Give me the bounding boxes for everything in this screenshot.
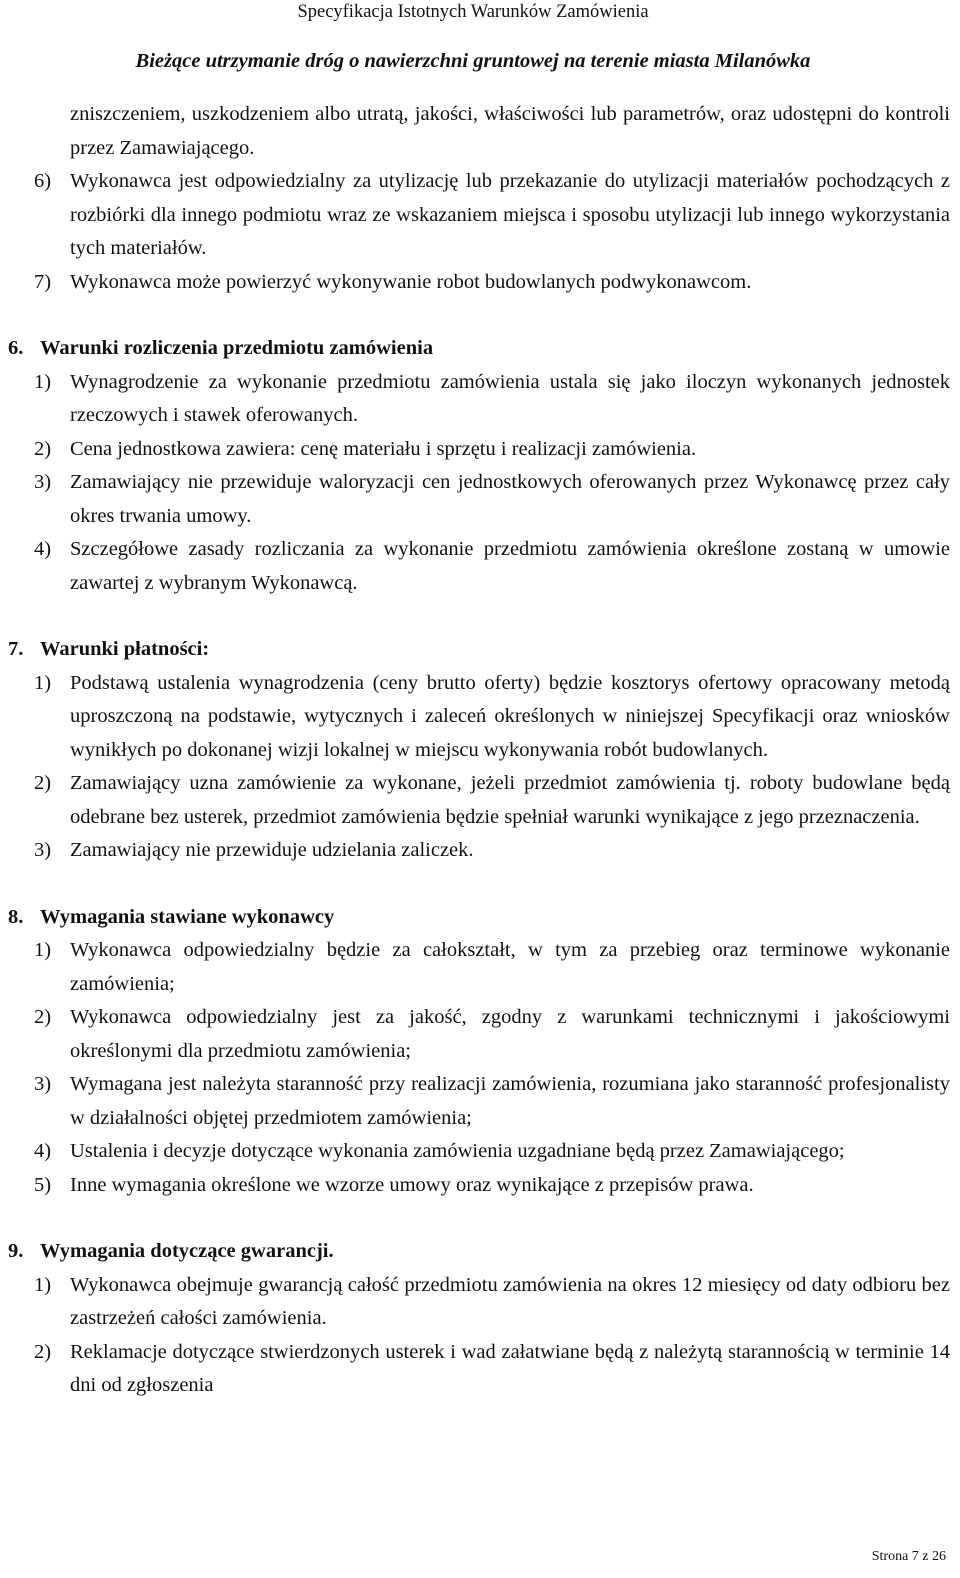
list-item-number: 4) xyxy=(34,538,52,560)
section-heading xyxy=(0,901,960,935)
list-item xyxy=(0,266,960,300)
list-item xyxy=(0,834,960,868)
list-item-text: Wykonawca odpowiedzialny jest za jakość, zgodny z warunkami technicznymi i jakościowymi określonymi dla przedmiotu zamówienia; xyxy=(70,1006,950,1062)
list-item-number: 3) xyxy=(34,471,52,493)
document-body xyxy=(0,98,960,1403)
list-item xyxy=(0,1068,960,1135)
list-item xyxy=(0,1135,960,1169)
list-item-text: Wynagrodzenie za wykonanie przedmiotu zamówienia ustala się jako iloczyn wykonanych jednostek rzeczowych i stawek oferowanych. xyxy=(70,370,950,426)
list-item-number: 7) xyxy=(34,270,52,293)
page-number: Strona 7 z 26 xyxy=(871,1549,946,1564)
section-title: Wymagania stawiane wykonawcy xyxy=(40,905,335,928)
list-item-number: 6) xyxy=(34,170,52,192)
list-item xyxy=(0,165,960,266)
list-item xyxy=(0,767,960,834)
section-number: 9. xyxy=(8,1240,24,1262)
list-item-text: Wykonawca odpowiedzialny będzie za całokształt, w tym za przebieg oraz terminowe wykonanie zamówienia; xyxy=(70,939,950,995)
list-item xyxy=(0,433,960,467)
list-item xyxy=(0,1001,960,1068)
section-number: 6. xyxy=(8,337,24,359)
list-item-text: Szczegółowe zasady rozliczania za wykonanie przedmiotu zamówienia określone zostaną w umowie zawartej z wybranym Wykonawcą. xyxy=(70,538,950,594)
list-item-text: Cena jednostkowa zawiera: cenę materiału i sprzętu i realizacji zamówienia. xyxy=(70,437,697,460)
list-item-text: Wykonawca obejmuje gwarancją całość przedmiotu zamówienia na okres 12 miesięcy od daty odbioru bez zastrzeżeń całości zamówienia. xyxy=(70,1273,950,1329)
list-item-number: 4) xyxy=(34,1140,52,1162)
list-item xyxy=(0,1269,960,1336)
list-item-text: Inne wymagania określone we wzorze umowy oraz wynikające z przepisów prawa. xyxy=(70,1173,754,1196)
list-item xyxy=(0,466,960,533)
procurement-subject: Bieżące utrzymanie dróg o nawierzchni gruntowej na terenie miasta Milanówka xyxy=(135,50,811,72)
list-item-text: Ustalenia i decyzje dotyczące wykonania zamówienia uzgadniane będą przez Zamawiającego; xyxy=(70,1140,845,1162)
list-item-number: 2) xyxy=(34,772,52,794)
list-item-number: 1) xyxy=(34,370,52,393)
list-item xyxy=(0,934,960,1001)
list-item-number: 3) xyxy=(34,839,52,861)
section-title: Wymagania dotyczące gwarancji. xyxy=(40,1240,334,1262)
list-item-number: 1) xyxy=(34,671,52,694)
section-title: Warunki płatności: xyxy=(40,638,210,660)
list-item-number: 1) xyxy=(34,1273,52,1296)
list-item-number: 5) xyxy=(34,1173,52,1196)
list-item-text: Wymagana jest należyta staranność przy realizacji zamówienia, rozumiana jako staranność profesjonalisty w działalności objętej przedmiotem zamówienia; xyxy=(70,1073,950,1129)
list-item-text: Zamawiający nie przewiduje waloryzacji cen jednostkowych oferowanych przez Wykonawcę przez cały okres trwania umowy. xyxy=(70,471,950,527)
list-item xyxy=(0,667,960,768)
list-item-text: Zamawiający uzna zamówienie za wykonane, jeżeli przedmiot zamówienia tj. roboty budowlane będą odebrane bez usterek, przedmiot zamówienia będzie spełniał warunki wynikające z jego przeznaczenia. xyxy=(70,772,950,828)
section-title: Warunki rozliczenia przedmiotu zamówienia xyxy=(40,337,434,359)
section-number: 7. xyxy=(8,638,24,660)
list-item xyxy=(0,1169,960,1203)
list-item xyxy=(0,366,960,433)
list-item-number: 1) xyxy=(34,939,52,961)
section-heading xyxy=(0,633,960,667)
list-item-text: Wykonawca może powierzyć wykonywanie robot budowlanych podwykonawcom. xyxy=(70,270,752,293)
list-item-text: Podstawą ustalenia wynagrodzenia (ceny brutto oferty) będzie kosztorys ofertowy opracowany metodą uproszczoną na podstawie, wytycznych i zaleceń określonych w niniejszej Specyfikacji oraz wniosków wynikłych po dokonanej wizji lokalnej w miejscu wykonywania robót budowlanych. xyxy=(70,671,950,761)
list-item xyxy=(0,533,960,600)
list-item-number: 2) xyxy=(34,1340,52,1363)
list-item-number: 2) xyxy=(34,437,52,460)
list-item xyxy=(0,1336,960,1403)
section-number: 8. xyxy=(8,905,24,928)
section-heading xyxy=(0,332,960,366)
list-item-text: Zamawiający nie przewiduje udzielania zaliczek. xyxy=(70,839,474,861)
list-item-number: 3) xyxy=(34,1073,52,1095)
list-item-number: 2) xyxy=(34,1006,52,1028)
document-title: Specyfikacja Istotnych Warunków Zamówienia xyxy=(297,2,649,22)
list-item-text: Wykonawca jest odpowiedzialny za utylizację lub przekazanie do utylizacji materiałów pochodzących z rozbiórki dla innego podmiotu wraz ze wskazaniem miejsca i sposobu utylizacji lub innego wykorzystania tych materiałów. xyxy=(70,170,950,259)
list-item-text: Reklamacje dotyczące stwierdzonych usterek i wad załatwiane będą z należytą starannością w terminie 14 dni od zgłoszenia xyxy=(70,1340,950,1396)
section-heading xyxy=(0,1235,960,1269)
continued-paragraph: zniszczeniem, uszkodzeniem albo utratą, jakości, właściwości lub parametrów, oraz udostępni do kontroli przez Zamawiającego. xyxy=(70,103,950,159)
